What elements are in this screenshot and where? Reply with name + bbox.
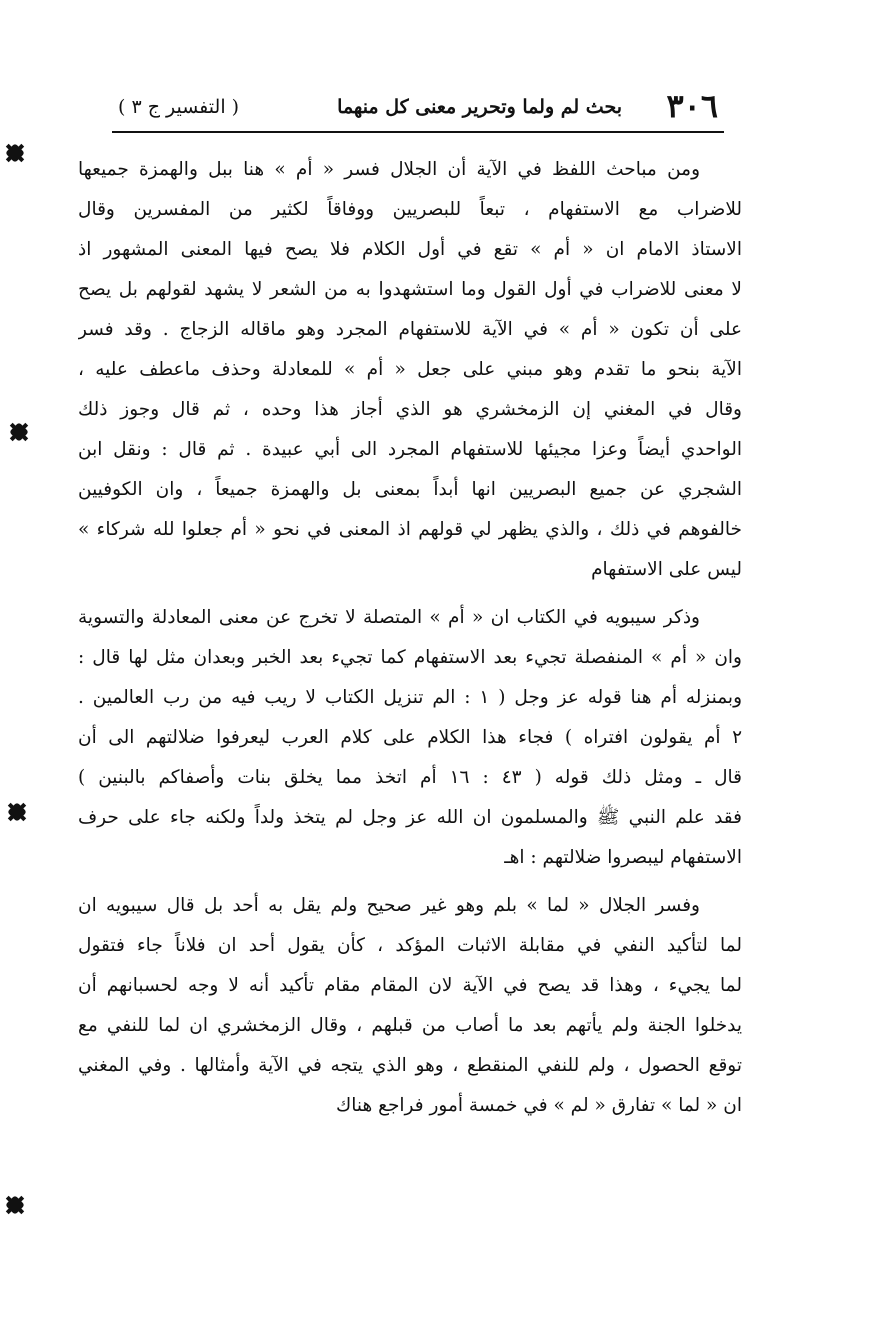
text-line: وبمنزله أم هنا قوله عز وجل ( ١ : الم تنزيل الكتاب لا ريب فيه من رب العالمين . bbox=[78, 687, 742, 708]
text-line: الاستفهام ليبصروا ضلالتهم : اهـ bbox=[504, 847, 742, 868]
paragraph-1 bbox=[78, 150, 742, 590]
text-line: فقد علم النبي ﷺ والمسلمون ان الله عز وجل لم يتخذ ولداً ولكنه جاء على حرف bbox=[78, 807, 742, 828]
text-line: يدخلوا الجنة ولم يأتهم بعد ما أصاب من قبلهم ، وقال الزمخشري ان لما للنفي مع bbox=[78, 1015, 742, 1036]
text-line: على أن تكون « أم » في الآية للاستفهام المجرد وهو ماقاله الزجاج . وقد فسر bbox=[78, 319, 742, 340]
text-line: لما لتأكيد النفي في مقابلة الاثبات المؤكد ، كأن يقول أحد ان فلاناً جاء فتقول bbox=[78, 935, 742, 956]
text-line: خالفوهم في ذلك ، والذي يظهر لي قولهم اذ المعنى في نحو « أم جعلوا لله شركاء » bbox=[78, 519, 742, 540]
text-line: وذكر سيبويه في الكتاب ان « أم » المتصلة لا تخرج عن معنى المعادلة والتسوية bbox=[78, 607, 700, 628]
text-line: وفسر الجلال « لما » بلم وهو غير صحيح ولم يقل به أحد بل قال سيبويه ان bbox=[78, 895, 700, 916]
margin-ornament-icon bbox=[5, 1195, 25, 1215]
text-line: ومن مباحث اللفظ في الآية أن الجلال فسر « أم » هنا ببل والهمزة جميعها bbox=[78, 159, 700, 180]
margin-ornament-icon bbox=[7, 802, 27, 822]
text-line: ٢ أم يقولون افتراه ) فجاء هذا الكلام على كلام العرب ليعرفوا ضلالتهم الى أن bbox=[78, 727, 742, 748]
text-line: الاستاذ الامام ان « أم » تقع في أول الكلام فلا يصح فيها المعنى المشهور اذ bbox=[78, 239, 742, 260]
text-line: الواحدي أيضاً وعزا مجيئها للاستفهام المجرد الى أبي عبيدة . ثم قال : ونقل ابن bbox=[78, 439, 742, 460]
paragraph-3 bbox=[78, 886, 742, 1126]
text-line: ان « لما » تفارق « لم » في خمسة أمور فراجع هناك bbox=[336, 1095, 742, 1116]
margin-ornament-icon bbox=[5, 143, 25, 163]
margin-ornament-icon bbox=[9, 422, 29, 442]
text-line: لما يجيء ، وهذا قد يصح في الآية لان المقام مقام تأكيد أنه لا وجه لحسبانهم أن bbox=[78, 975, 742, 996]
text-line: لا معنى للاضراب في أول القول وما استشهدوا به من الشعر لا يشهد لقولهم بل يصح bbox=[78, 279, 742, 300]
header-divider bbox=[112, 131, 724, 133]
text-line: الآية بنحو ما تقدم وهو مبني على جعل « أم » للمعادلة وحذف ماعطف عليه ، bbox=[78, 359, 742, 380]
text-line: ليس على الاستفهام bbox=[591, 559, 742, 580]
text-line: قال ـ ومثل ذلك قوله ( ٤٣ : ١٦ أم اتخذ مما يخلق بنات وأصفاكم بالبنين ) bbox=[78, 767, 742, 788]
volume-reference: ( التفسير ج ٣ ) bbox=[118, 96, 240, 118]
page-header bbox=[118, 86, 718, 130]
text-line: وقال في المغني إن الزمخشري هو الذي أجاز هذا وحده ، ثم قال وجوز ذلك bbox=[78, 399, 742, 420]
text-line: للاضراب مع الاستفهام ، تبعاً للبصريين ووفاقاً لكثير من المفسرين وقال bbox=[78, 199, 742, 220]
text-line: الشجري عن جميع البصريين انها أبداً بمعنى بل والهمزة جميعاً ، وان الكوفيين bbox=[78, 479, 742, 500]
running-title: بحث لم ولما وتحرير معنى كل منهما bbox=[337, 96, 622, 118]
body-text bbox=[78, 150, 742, 1126]
page-number: ٣٠٦ bbox=[666, 87, 718, 125]
text-line: وان « أم » المنفصلة تجيء بعد الاستفهام كما تجيء بعد الخبر وبعدان مثل لها قال : bbox=[78, 647, 742, 668]
text-line: توقع الحصول ، ولم للنفي المنقطع ، وهو الذي يتجه في الآية وأمثالها . وفي المغني bbox=[78, 1055, 742, 1076]
paragraph-2 bbox=[78, 598, 742, 878]
